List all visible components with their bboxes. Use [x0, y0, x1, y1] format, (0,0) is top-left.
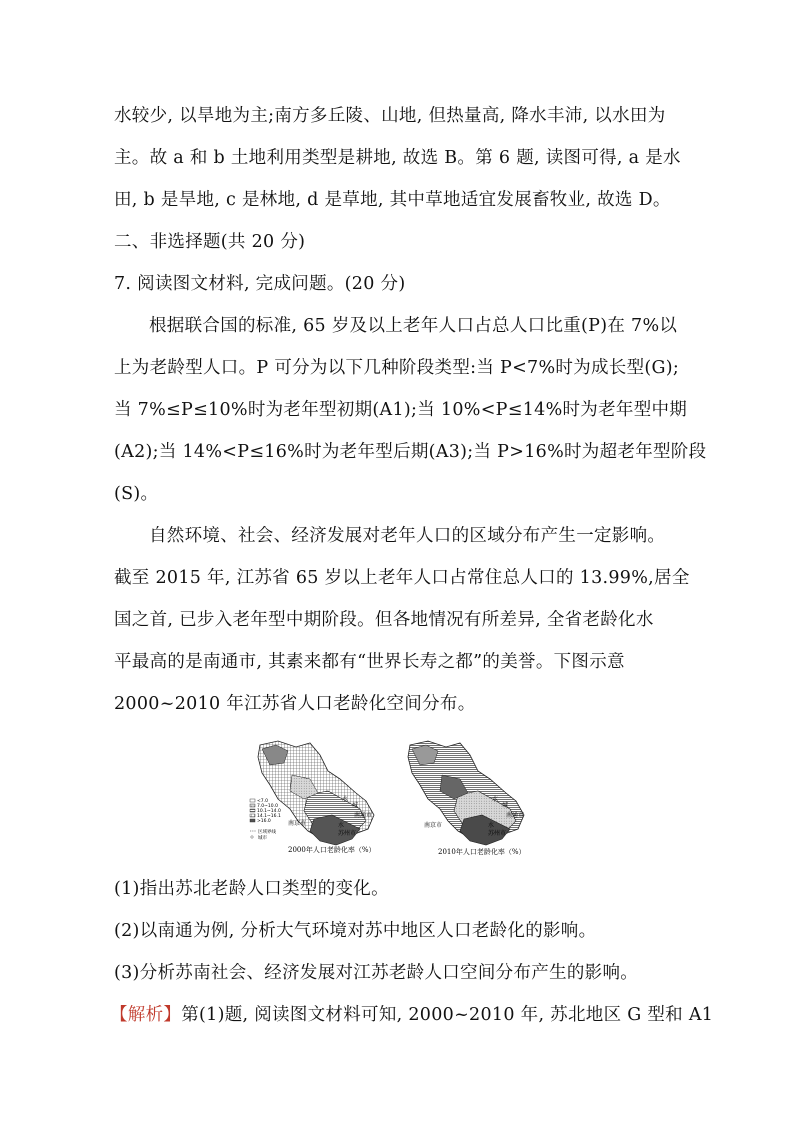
map-2000-legend: [250, 798, 281, 841]
legend-city: 城市: [258, 836, 267, 841]
legend-boundary: 区域界线: [258, 830, 276, 835]
map-2010-caption: 2010年人口老龄化率（%）: [438, 848, 526, 856]
para1-line-3: 当 7%≤P≤10%时为老年型初期(A1);当 10%<P≤14%时为老年型中期: [114, 400, 688, 420]
sub-question-3: (3)分析苏南社会、经济发展对江苏老龄人口空间分布产生的影响。: [114, 963, 639, 983]
map-2010-label-shui: 水: [492, 796, 499, 803]
question-title: 7. 阅读图文材料, 完成问题。(20 分): [114, 274, 406, 294]
para2-line-3: 国之首, 已步入老年型中期阶段。但各地情况有所差异, 全省老龄化水: [114, 610, 654, 630]
legend-item-1: <7.0: [257, 799, 268, 804]
legend-item-5: >16.0: [257, 819, 271, 824]
map-2010-label-sea: 水: [488, 822, 495, 829]
map-2000-label-sea: 水: [338, 822, 345, 829]
para2-line-2: 截至 2015 年, 江苏省 65 岁以上老年人口占常住总人口的 13.99%,居全: [114, 568, 690, 588]
map-2000-label-cheng: 城: [352, 802, 359, 809]
para2-line-5: 2000~2010 年江苏省人口老龄化空间分布。: [114, 694, 476, 714]
analysis-text: 第(1)题, 阅读图文材料可知, 2000~2010 年, 苏北地区 G 型和 A1: [181, 1005, 714, 1025]
map-2010-label-suzhou: 苏州市: [488, 830, 507, 837]
para1-line-2: 上为老龄型人口。P 可分为以下几种阶段类型:当 P<7%时为成长型(G);: [114, 358, 680, 378]
answer-prev-line-3: 田, b 是旱地, c 是林地, d 是草地, 其中草地适宜发展畜牧业, 故选 D。: [114, 190, 671, 210]
answer-prev-line-2: 主。故 a 和 b 土地利用类型是耕地, 故选 B。第 6 题, 读图可得, a 是水: [114, 148, 681, 168]
map-2000: [250, 741, 375, 854]
analysis-tag: 【解析】: [110, 1005, 182, 1025]
para2-line-1: 自然环境、社会、经济发展对老年人口的区域分布产生一定影响。: [149, 526, 666, 546]
map-2000-label-shui: 水: [342, 796, 349, 803]
answer-prev-line-1: 水较少, 以旱地为主;南方多丘陵、山地, 但热量高, 降水丰沛, 以水田为: [114, 106, 666, 126]
analysis-line: [110, 1003, 714, 1027]
map-2000-label-nantong: 南通市: [354, 812, 373, 819]
para2-line-4: 平最高的是南通市, 其素来都有“世界长寿之都”的美誉。下图示意: [114, 652, 625, 672]
section-title: 二、非选择题(共 20 分): [114, 232, 306, 252]
para1-line-5: (S)。: [114, 484, 159, 504]
map-2000-label-nanjing: 南京市: [288, 820, 307, 827]
map-2010-label-nantong: 南通市: [506, 812, 525, 819]
para1-line-1: 根据联合国的标准, 65 岁及以上老年人口占总人口比重(P)在 7%以: [149, 316, 678, 336]
legend-item-2: 7.0~10.0: [257, 804, 278, 809]
map-2010-label-nanjing: 南京市: [424, 822, 443, 829]
map-2010: [408, 741, 525, 856]
legend-item-3: 10.1~14.0: [257, 809, 281, 814]
sub-question-2: (2)以南通为例, 分析大气环境对苏中地区人口老龄化的影响。: [114, 921, 597, 941]
para1-line-4: (A2);当 14%<P≤16%时为老年型后期(A3);当 P>16%时为超老年型阶段: [114, 442, 707, 462]
aging-maps-svg: [248, 735, 548, 860]
map-2000-caption: 2000年人口老龄化率（%）: [288, 846, 376, 854]
map-2000-label-suzhou: 苏州市: [338, 830, 357, 837]
sub-question-1: (1)指出苏北老龄人口类型的变化。: [114, 879, 389, 899]
map-2010-label-cheng: 城: [502, 802, 509, 809]
legend-item-4: 14.1~16.1: [257, 814, 281, 819]
aging-distribution-figure: [248, 735, 548, 860]
